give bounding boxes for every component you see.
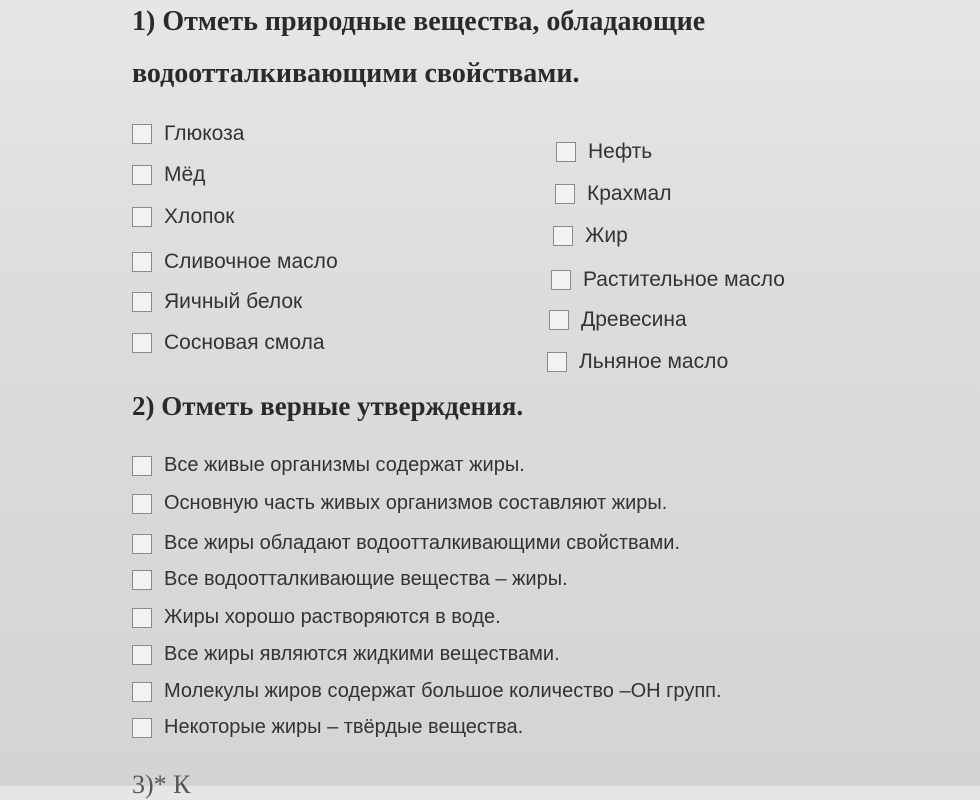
option-label: Жир	[585, 224, 628, 247]
checkbox[interactable]	[551, 270, 571, 290]
checkbox[interactable]	[132, 534, 152, 554]
checkbox[interactable]	[132, 207, 152, 227]
q2-statement-7[interactable]	[132, 680, 722, 703]
q1-option-starch[interactable]	[555, 182, 671, 206]
option-label: Льняное масло	[579, 350, 729, 373]
option-label: Сливочное масло	[164, 250, 338, 273]
q1-option-glucose[interactable]	[132, 122, 244, 146]
statement-label: Молекулы жиров содержат большое количество –OH групп.	[164, 680, 722, 702]
q1-option-pine-resin[interactable]	[132, 331, 325, 355]
question-3-title-partial: 3)* К	[132, 770, 191, 799]
statement-label: Все жиры обладают водоотталкивающими свойствами.	[164, 532, 681, 554]
statement-label: Жиры хорошо растворяются в воде.	[164, 606, 501, 628]
question-1-title-line-2: водоотталкивающими свойствами.	[132, 58, 580, 89]
q2-statement-5[interactable]	[132, 606, 501, 629]
statement-label: Основную часть живых организмов составляют жиры.	[164, 492, 668, 514]
statement-label: Некоторые жиры – твёрдые вещества.	[164, 716, 524, 738]
question-2-title: 2) Отметь верные утверждения.	[132, 391, 524, 421]
checkbox[interactable]	[132, 165, 152, 185]
q1-option-cotton[interactable]	[132, 205, 234, 229]
checkbox[interactable]	[132, 645, 152, 665]
checkbox[interactable]	[132, 292, 152, 312]
q2-statement-1[interactable]	[132, 454, 525, 477]
statement-label: Все жиры являются жидкими веществами.	[164, 643, 560, 665]
statement-label: Все живые организмы содержат жиры.	[164, 454, 525, 476]
checkbox[interactable]	[547, 352, 567, 372]
checkbox[interactable]	[132, 494, 152, 514]
question-1-title-line-1: 1) Отметь природные вещества, обладающие	[132, 6, 706, 37]
q2-statement-8[interactable]	[132, 716, 523, 739]
q1-option-butter[interactable]	[132, 250, 338, 274]
checkbox[interactable]	[132, 718, 152, 738]
q1-option-honey[interactable]	[132, 163, 205, 187]
checkbox[interactable]	[132, 608, 152, 628]
option-label: Сосновая смола	[164, 331, 325, 354]
checkbox[interactable]	[132, 570, 152, 590]
checkbox[interactable]	[555, 184, 575, 204]
option-label: Глюкоза	[164, 122, 245, 145]
option-label: Древесина	[581, 308, 687, 331]
checkbox[interactable]	[553, 226, 573, 246]
checkbox[interactable]	[132, 682, 152, 702]
statement-label: Все водоотталкивающие вещества – жиры.	[164, 568, 568, 590]
q1-option-wood[interactable]	[549, 308, 687, 332]
q1-option-fat[interactable]	[553, 224, 628, 248]
option-label: Нефть	[588, 140, 653, 163]
option-label: Крахмал	[587, 182, 672, 205]
q1-option-vegetable-oil[interactable]	[551, 268, 785, 292]
option-label: Растительное масло	[583, 268, 785, 291]
checkbox[interactable]	[132, 252, 152, 272]
q2-statement-2[interactable]	[132, 492, 667, 515]
q1-option-linseed-oil[interactable]	[547, 350, 728, 374]
checkbox[interactable]	[556, 142, 576, 162]
option-label: Мёд	[164, 163, 206, 186]
checkbox[interactable]	[132, 333, 152, 353]
q2-statement-3[interactable]	[132, 532, 680, 555]
q1-option-egg-white[interactable]	[132, 290, 302, 314]
checkbox[interactable]	[132, 124, 152, 144]
option-label: Хлопок	[164, 205, 235, 228]
option-label: Яичный белок	[164, 290, 303, 313]
q1-option-oil[interactable]	[556, 140, 652, 164]
checkbox[interactable]	[549, 310, 569, 330]
q2-statement-6[interactable]	[132, 643, 560, 666]
checkbox[interactable]	[132, 456, 152, 476]
q2-statement-4[interactable]	[132, 568, 568, 591]
